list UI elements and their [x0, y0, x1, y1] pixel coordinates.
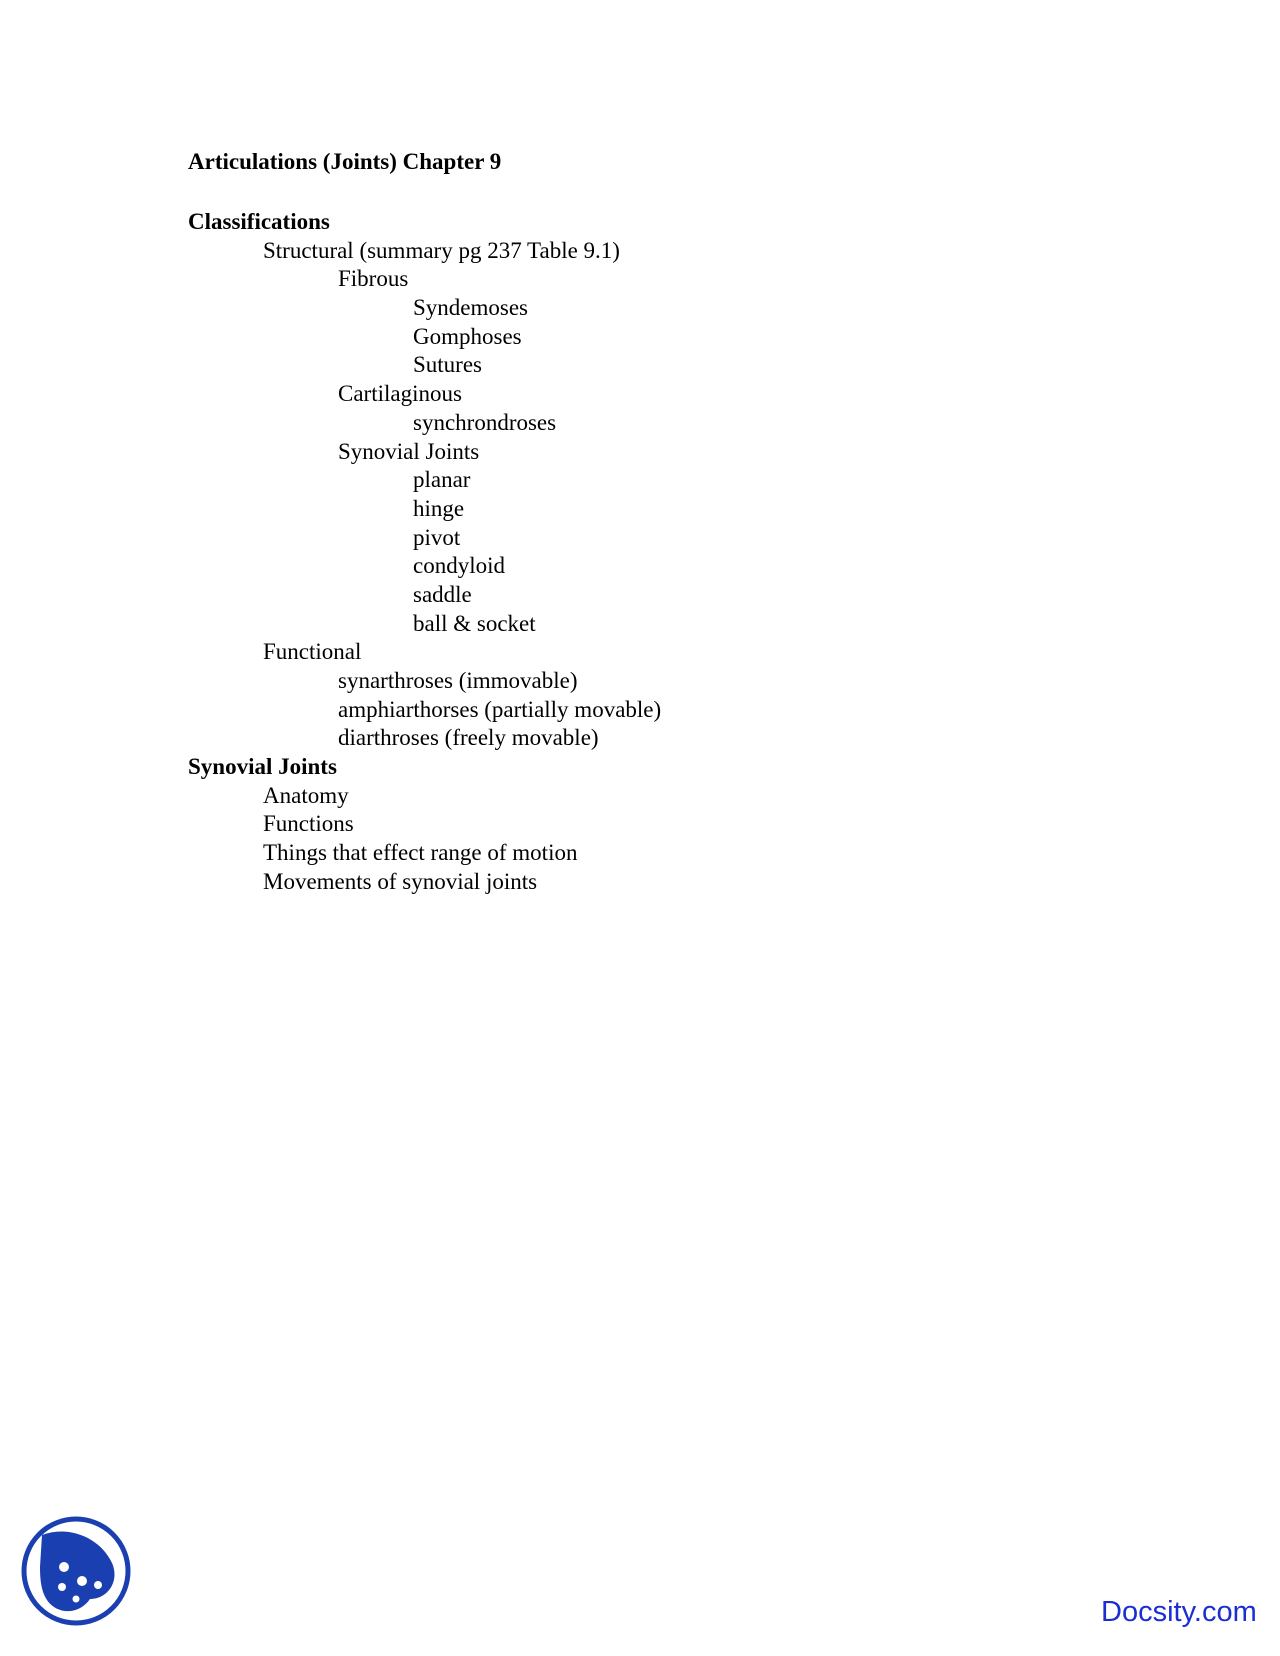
outline-item-synovial-joints-sub: Synovial Joints [338, 438, 480, 464]
outline-item-gomphoses: Gomphoses [413, 323, 522, 349]
outline-item-condyloid: condyloid [413, 553, 505, 579]
outline-item-movements: Movements of synovial joints [263, 868, 538, 894]
outline-item-cartilaginous: Cartilaginous [338, 381, 462, 407]
outline-item-anatomy: Anatomy [263, 782, 349, 808]
outline-item-range-of-motion: Things that effect range of motion [263, 840, 578, 866]
outline-item-classifications: Classifications [188, 209, 330, 234]
docsity-logo-icon[interactable] [20, 1515, 132, 1627]
outline-item-synarthroses: synarthroses (immovable) [338, 668, 578, 693]
outline-item-synovial-joints-heading: Synovial Joints [188, 754, 337, 780]
outline-item-syndemoses: Syndemoses [413, 295, 528, 321]
outline-item-planar: planar [413, 467, 471, 493]
outline-list [188, 208, 661, 897]
outline-item-pivot: pivot [413, 524, 461, 550]
outline-item-hinge: hinge [413, 495, 465, 521]
outline-item-diarthroses: diarthroses (freely movable) [338, 725, 599, 751]
outline-item-amphiarthorses: amphiarthorses (partially movable) [338, 696, 662, 722]
outline-item-saddle: saddle [413, 581, 472, 607]
outline-item-structural: Structural (summary pg 237 Table 9.1) [263, 237, 620, 263]
document-title: Articulations (Joints) Chapter 9 [188, 149, 502, 174]
outline-item-synchrondroses: synchrondroses [413, 409, 557, 435]
outline-item-sutures: Sutures [413, 352, 482, 378]
outline-item-functional: Functional [263, 639, 362, 665]
outline-item-functions: Functions [263, 811, 354, 837]
outline-item-ball-socket: ball & socket [413, 610, 536, 636]
docsity-brand-link[interactable]: Docsity.com [1101, 1596, 1257, 1628]
outline-item-fibrous: Fibrous [338, 266, 409, 292]
